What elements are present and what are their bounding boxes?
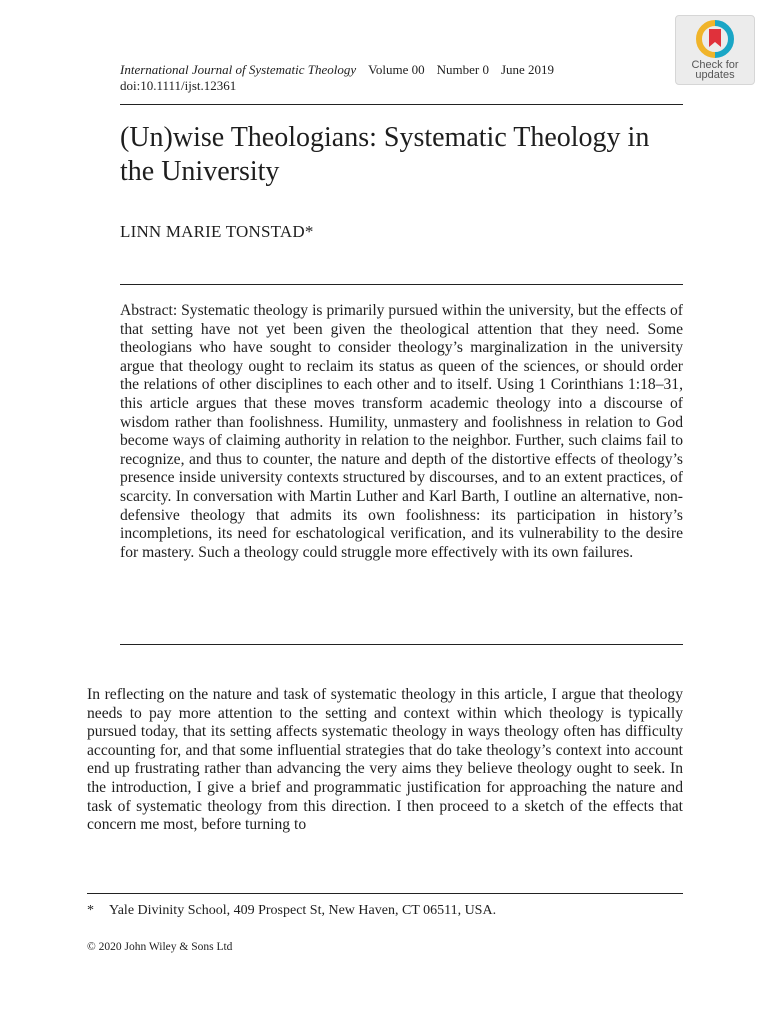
badge-line-2: updates: [695, 69, 735, 81]
abstract-top-divider: [120, 284, 683, 285]
header-divider: [120, 104, 683, 105]
journal-header: [120, 62, 554, 78]
footnote-marker: *: [87, 903, 94, 918]
badge-line-1: Check for: [691, 59, 739, 71]
crossmark-icon: [696, 20, 734, 58]
copyright-notice: © 2020 John Wiley & Sons Ltd: [87, 941, 233, 953]
doi-link[interactable]: doi:10.1111/ijst.12361: [120, 78, 237, 93]
footnote-text: Yale Divinity School, 409 Prospect St, New Haven, CT 06511, USA.: [109, 903, 497, 918]
journal-number: Number 0: [436, 62, 489, 77]
abstract-text: Abstract: Systematic theology is primarily pursued within the university, but the effects of that setting have not yet been given the theological attention that they need. Some theologians who have sought to consider theology’s marginalization in the university argue that theology ought to reclaim its status as queen of the sciences, or should order the relations of other disciplines to each other and to itself. Using 1 Corinthians 1:18–31, this article argues that these moves transform academic theology into a discourse of wisdom rather than foolishness. Humility, unmastery and foolishness in relation to God become ways of claiming authority in relation to the neighbor. Further, such claims fail to recognize, and thus to counter, the nature and depth of the distortive effects of theology’s presence inside university contexts structured by discourses, and to an extent practices, of scarcity. In conversation with Martin Luther and Karl Barth, I outline an alternative, non-defensive theology that admits its own foolishness: its participation in history’s incompletions, its need for eschatological verification, and its vulnerability to the desire for mastery. Such a theology could struggle more effectively with its own failures.: [120, 302, 683, 561]
footnote: [87, 902, 496, 920]
check-for-updates-button[interactable]: [675, 15, 755, 85]
journal-name: International Journal of Systematic Theology: [120, 62, 357, 77]
article-title: (Un)wise Theologians: Systematic Theology in the University: [120, 122, 650, 187]
abstract-bottom-divider: [120, 644, 683, 645]
body-paragraph: In reflecting on the nature and task of systematic theology in this article, I argue that theology needs to pay more attention to the setting and context within which theology is typically pursued today, that its setting affects systematic theology in ways theology often has difficulty accounting for, and that some influential strategies that do take theology’s context into account end up frustrating rather than advancing the very aims they believe theology ought to seek. In the introduction, I give a brief and programmatic justification for approaching the nature and task of systematic theology from this direction. I then proceed to a sketch of the effects that concern me most, before turning to: [87, 686, 683, 834]
journal-volume: Volume 00: [368, 62, 425, 77]
journal-date: June 2019: [500, 62, 555, 77]
article-author: LINN MARIE TONSTAD*: [120, 222, 314, 241]
check-for-updates-label: [676, 60, 754, 80]
footnote-divider: [87, 893, 683, 894]
